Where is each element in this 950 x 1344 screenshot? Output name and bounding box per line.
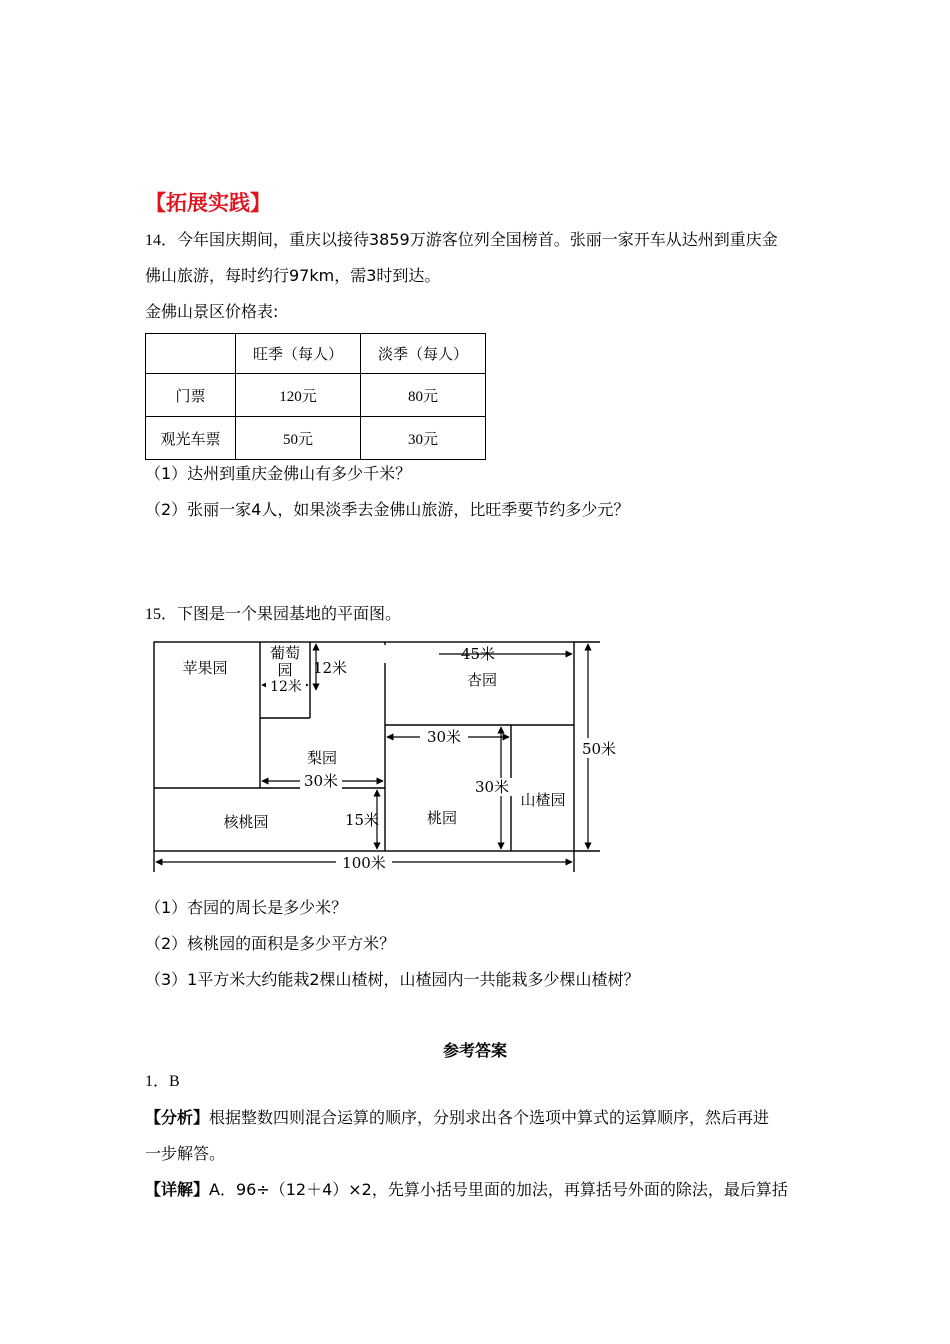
apple-label: 苹果园 <box>182 659 228 677</box>
analysis-line <box>145 1108 769 1128</box>
grape-width-label: 12米 <box>270 679 302 695</box>
grape-label-1: 葡萄 <box>269 644 301 662</box>
q15-sub1: （1）杏园的周长是多少米？ <box>145 898 348 917</box>
detail-text: A．96÷（12＋4）×2，先算小括号里面的加法，再算括号外面的除法，最后算括 <box>209 1180 788 1199</box>
table-row <box>146 374 486 417</box>
q15-line1 <box>145 604 401 625</box>
table-cell: 120元 <box>236 374 361 417</box>
grape-height-label: 12米 <box>312 659 348 677</box>
q14-line2: 佛山旅游，每时约行97km，需3时到达。 <box>145 266 441 285</box>
q14-sub2: （2）张丽一家4人，如果淡季去金佛山旅游，比旺季要节约多少元？ <box>145 500 630 519</box>
inner-width-label: 30米 <box>426 728 462 746</box>
q14-line1 <box>145 230 778 251</box>
table-cell: 观光车票 <box>146 417 236 460</box>
peach-label: 桃园 <box>426 809 458 827</box>
peach-height-label: 30米 <box>474 778 510 796</box>
walnut-height-label: 15米 <box>344 811 380 829</box>
hawthorn-label: 山楂园 <box>520 791 566 809</box>
q14-sub1: （1）达州到重庆金佛山有多少千米？ <box>145 464 412 483</box>
detail-label: 【详解】 <box>145 1180 210 1199</box>
apricot-label: 杏园 <box>466 671 498 689</box>
q14-text1: ．今年国庆期间，重庆以接待3859万游客位列全国榜首。张丽一家开车从达州到重庆金 <box>161 230 778 249</box>
table-cell: 50元 <box>236 417 361 460</box>
pear-label: 梨园 <box>306 749 338 767</box>
q15-text1: ．下图是一个果园基地的平面图。 <box>161 604 402 623</box>
total-width-label: 100米 <box>342 854 386 872</box>
answer-1: 1．B <box>145 1073 180 1090</box>
table-header-off: 淡季（每人） <box>361 334 486 374</box>
section-heading: 【拓展实践】 <box>145 191 271 215</box>
walnut-label: 核桃园 <box>223 813 269 831</box>
pear-width-label: 30米 <box>303 772 339 790</box>
table-cell: 80元 <box>361 374 486 417</box>
analysis-label: 【分析】 <box>145 1108 210 1127</box>
table-header-row <box>146 334 486 374</box>
q15-number: 15 <box>145 606 161 623</box>
analysis-text: 根据整数四则混合运算的顺序，分别求出各个选项中算式的运算顺序，然后再进 <box>209 1108 770 1127</box>
detail-line <box>145 1180 788 1200</box>
table-cell: 30元 <box>361 417 486 460</box>
q14-number: 14 <box>145 232 161 249</box>
table-caption: 金佛山景区价格表: <box>145 302 279 321</box>
answers-title: 参考答案 <box>442 1041 507 1060</box>
table-cell: 门票 <box>146 374 236 417</box>
q15-sub3: （3）1平方米大约能栽2棵山楂树，山楂园内一共能栽多少棵山楂树？ <box>145 970 640 989</box>
q15-sub2: （2）核桃园的面积是多少平方米？ <box>145 934 396 953</box>
price-table <box>145 333 486 460</box>
grape-label-2: 园 <box>277 661 293 679</box>
table-header-empty <box>146 334 236 374</box>
table-row <box>146 417 486 460</box>
orchard-plan-diagram <box>140 636 620 882</box>
total-height-label: 50米 <box>581 740 617 758</box>
label-mask <box>333 645 439 663</box>
analysis-line-2: 一步解答。 <box>145 1144 226 1163</box>
table-header-peak: 旺季（每人） <box>236 334 361 374</box>
apricot-width-label: 45米 <box>460 645 496 663</box>
